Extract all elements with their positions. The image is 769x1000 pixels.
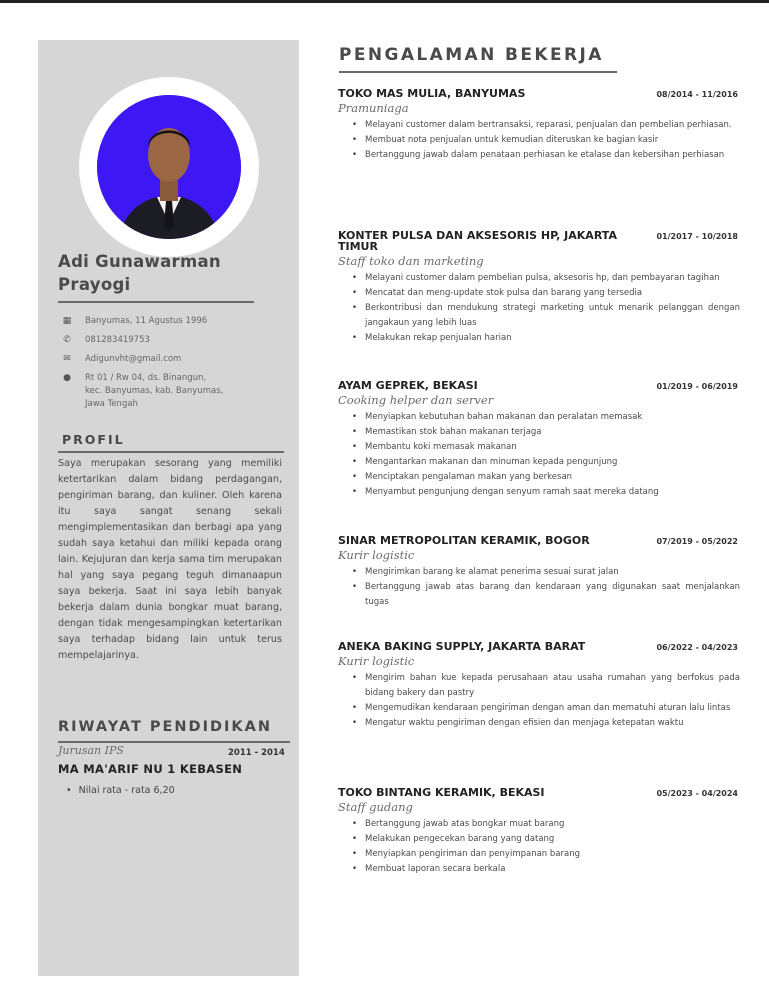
job-task: • Menciptakan pengalaman makan yang berkesan — [338, 470, 740, 485]
job-task: • Membuat nota penjualan untuk kemudian diteruskan ke bagian kasir — [338, 133, 740, 148]
job-task: • Berkontribusi dan mendukung strategi marketing untuk menarik pelanggan dengan jangakaun yang lebih luas — [338, 301, 740, 331]
calendar-icon: ▦ — [62, 316, 72, 326]
job-role: Cooking helper dan server — [338, 393, 494, 407]
top-border — [0, 0, 769, 3]
job-tasks — [338, 565, 740, 610]
job-task: • Memastikan stok bahan makanan terjaga — [338, 425, 740, 440]
email-icon: ✉ — [63, 354, 71, 364]
job-task: • Mengirim bahan kue kepada perusahaan atau usaha rumahan yang berfokus pada bidang bakery dan pastry — [338, 671, 740, 701]
contact-address: ● Rt 01 / Rw 04, ds. Binangun, kec. Banyumas, kab. Banyumas, Jawa Tengah — [63, 373, 224, 409]
experience-title: PENGALAMAN BEKERJA — [339, 45, 604, 65]
job-task: • Menyiapkan pengiriman dan penyimpanan barang — [338, 847, 740, 862]
job-task: • Melakukan pengecekan barang yang datang — [338, 832, 740, 847]
education-divider — [58, 741, 290, 743]
job-tasks — [338, 118, 740, 163]
job-task: • Menyiapkan kebutuhan bahan makanan dan peralatan memasak — [338, 410, 740, 425]
education-grade: • Nilai rata - rata 6,20 — [66, 785, 175, 796]
profil-title: PROFIL — [62, 432, 125, 447]
profil-text: Saya merupakan sesorang yang memiliki ketertarikan dalam bidang perdagangan, pengiriman barang, dan kuliner. Oleh karena itu saya sangat senang sekali mengimplementasikan dan berbagi apa yang sudah saya ketahui dan miliki kepada orang lain. Kejujuran dan kerja sama tim merupakan hal yang saya pegang teguh dimanaapun saya bekerja. Saat ini saya lebih banyak bekerja dalam dunia bongkar muat barang, dengan tidak mengesampingkan ketertarikan saya terhadap bidang lain untuk terus mempelajarinya. — [58, 458, 282, 661]
job-task: • Bertanggung jawab atas barang dan kendaraan yang digunakan saat menjalankan tugas — [338, 580, 740, 610]
profil-divider — [58, 451, 284, 453]
job-task: • Bertanggung jawab dalam penataan perhiasan ke etalase dan kebersihan perhiasan — [338, 148, 740, 163]
contact-phone: ✆ 081283419753 — [63, 335, 150, 345]
name-line-2: Prayogi — [58, 275, 131, 294]
job-task: • Melayani customer dalam bertransaksi, reparasi, penjualan dan pembelian perhiasan. — [338, 118, 740, 133]
job-role: Kurir logistic — [338, 654, 415, 668]
job-task: • Membantu koki memasak makanan — [338, 440, 740, 455]
job-role: Kurir logistic — [338, 548, 415, 562]
job-date: 06/2022 - 04/2023 — [656, 643, 738, 652]
name-line-1: Adi Gunawarman — [58, 252, 221, 271]
job-company: KONTER PULSA DAN AKSESORIS HP, JAKARTA TIMUR — [338, 229, 617, 253]
job-company: SINAR METROPOLITAN KERAMIK, BOGOR — [338, 534, 590, 547]
job-role: Staff toko dan marketing — [338, 254, 484, 268]
profile-photo — [97, 95, 241, 239]
whatsapp-icon: ✆ — [63, 335, 71, 345]
job-company: TOKO MAS MULIA, BANYUMAS — [338, 87, 526, 100]
experience-divider — [339, 71, 617, 73]
job-date: 05/2023 - 04/2024 — [656, 789, 738, 798]
job-task: • Mengantarkan makanan dan minuman kepada pengunjung — [338, 455, 740, 470]
job-entry — [338, 88, 740, 163]
job-entry — [338, 230, 740, 346]
education-major: Jurusan IPS — [58, 744, 124, 757]
education-school: MA MA'ARIF NU 1 KEBASEN — [58, 762, 243, 776]
job-company: ANEKA BAKING SUPPLY, JAKARTA BARAT — [338, 640, 586, 653]
job-entry — [338, 380, 740, 500]
job-entry — [338, 535, 740, 610]
job-task: • Mengemudikan kendaraan pengiriman dengan aman dan mematuhi aturan lalu lintas — [338, 701, 740, 716]
job-tasks — [338, 817, 740, 877]
job-tasks — [338, 671, 740, 731]
job-role: Staff gudang — [338, 800, 413, 814]
education-date: 2011 - 2014 — [228, 748, 285, 758]
job-entry — [338, 787, 740, 877]
contact-email: ✉ Adigunvht@gmail.com — [63, 354, 182, 364]
job-task: • Mengirimkan barang ke alamat penerima sesuai surat jalan — [338, 565, 740, 580]
job-task: • Melakukan rekap penjualan harian — [338, 331, 740, 346]
full-name — [58, 250, 288, 296]
job-task: • Mengatur waktu pengiriman dengan efisien dan menjaga ketepatan waktu — [338, 716, 740, 731]
job-task: • Mencatat dan meng-update stok pulsa dan barang yang tersedia — [338, 286, 740, 301]
location-pin-icon: ● — [63, 373, 71, 383]
job-date: 08/2014 - 11/2016 — [656, 90, 738, 99]
job-role: Pramuniaga — [338, 101, 409, 115]
contact-birth: ▦ Banyumas, 11 Agustus 1996 — [62, 316, 208, 326]
job-task: • Melayani customer dalam pembelian pulsa, aksesoris hp, dan pembayaran tagihan — [338, 271, 740, 286]
job-date: 07/2019 - 05/2022 — [656, 537, 738, 546]
job-task: • Bertanggung jawab atas bongkar muat barang — [338, 817, 740, 832]
education-title: RIWAYAT PENDIDIKAN — [58, 719, 273, 735]
job-tasks — [338, 410, 740, 500]
job-company: TOKO BINTANG KERAMIK, BEKASI — [338, 786, 545, 799]
job-task: • Menyambut pengunjung dengan senyum ramah saat mereka datang — [338, 485, 740, 500]
job-entry — [338, 641, 740, 731]
job-date: 01/2019 - 06/2019 — [656, 382, 738, 391]
job-date: 01/2017 - 10/2018 — [656, 232, 738, 241]
job-task: • Membuat laporan secara berkala — [338, 862, 740, 877]
job-company: AYAM GEPREK, BEKASI — [338, 379, 478, 392]
job-tasks — [338, 271, 740, 346]
name-divider — [58, 301, 254, 303]
